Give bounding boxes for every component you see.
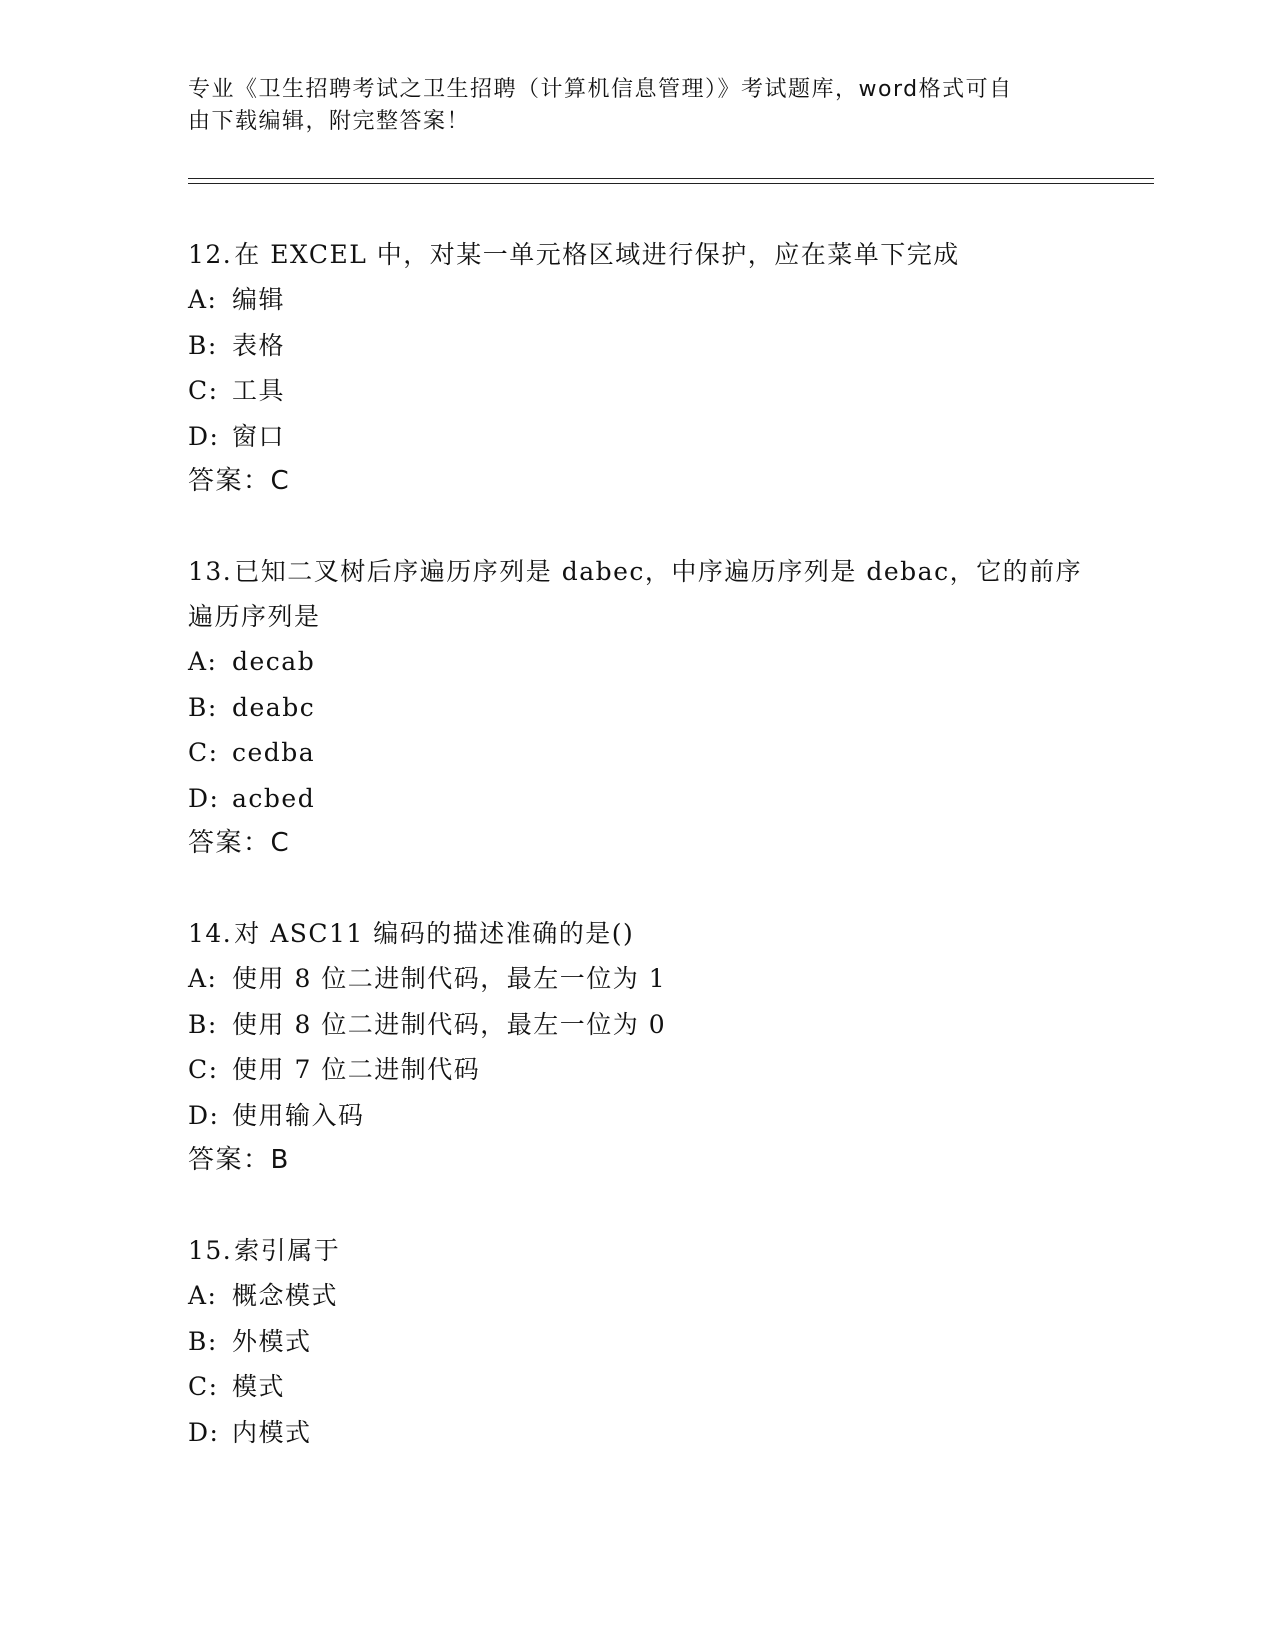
option-letter: B:: [188, 1326, 218, 1356]
option-text: 使用输入码: [232, 1100, 365, 1130]
option-text: decab: [232, 647, 316, 676]
option-b: [188, 1319, 1088, 1365]
option-b: [188, 685, 1088, 731]
question-body: 对 ASC11 编码的描述准确的是(): [234, 919, 635, 948]
option-a: [188, 956, 1088, 1002]
header-line-2: 由下载编辑，附完整答案！: [188, 109, 471, 134]
option-d: [188, 414, 1088, 460]
option-letter: C:: [188, 1372, 219, 1401]
option-text: 使用 8 位二进制代码，最左一位为 0: [232, 1009, 667, 1039]
option-letter: B:: [188, 330, 218, 360]
option-c: [188, 1364, 1088, 1410]
question-14: [188, 911, 1088, 1183]
document-header: [188, 74, 1088, 138]
option-text: 表格: [232, 330, 286, 360]
question-number: 14.: [188, 919, 233, 948]
option-text: 模式: [232, 1372, 286, 1401]
question-text: [188, 549, 1088, 639]
question-number: 12.: [188, 240, 233, 269]
option-letter: C:: [188, 738, 219, 767]
header-divider-bottom: [188, 183, 1154, 184]
option-b: [188, 323, 1088, 369]
question-body: 已知二叉树后序遍历序列是 dabec，中序遍历序列是 debac，它的前序遍历序列是: [188, 557, 1083, 631]
question-number: 13.: [188, 557, 233, 586]
option-c: [188, 1047, 1088, 1093]
answer-line: 答案：C: [188, 828, 291, 858]
option-a: [188, 277, 1088, 323]
option-d: [188, 776, 1088, 822]
option-letter: D:: [188, 1417, 220, 1447]
option-c: [188, 368, 1088, 414]
answer-line: 答案：C: [188, 466, 291, 496]
header-divider-top: [188, 178, 1154, 179]
option-text: 编辑: [232, 285, 286, 314]
option-letter: A:: [188, 964, 218, 993]
option-letter: B:: [188, 692, 218, 722]
option-text: acbed: [232, 783, 316, 813]
option-c: [188, 730, 1088, 776]
option-text: deabc: [232, 692, 316, 722]
option-text: 使用 7 位二进制代码: [232, 1055, 481, 1084]
option-a: [188, 639, 1088, 685]
question-text: [188, 1228, 1088, 1273]
question-13: [188, 549, 1088, 866]
option-text: 使用 8 位二进制代码，最左一位为 1: [232, 964, 667, 993]
option-letter: D:: [188, 783, 220, 813]
option-letter: A:: [188, 647, 218, 676]
option-letter: A:: [188, 1281, 218, 1310]
option-text: cedba: [232, 738, 316, 767]
question-body: 索引属于: [234, 1236, 341, 1265]
question-text: [188, 911, 1088, 956]
option-a: [188, 1273, 1088, 1319]
option-text: 工具: [232, 376, 286, 405]
option-letter: C:: [188, 1055, 219, 1084]
option-letter: A:: [188, 285, 218, 314]
option-letter: D:: [188, 1100, 220, 1130]
option-text: 窗口: [232, 421, 286, 451]
option-b: [188, 1002, 1088, 1048]
option-letter: C:: [188, 376, 219, 405]
option-letter: B:: [188, 1009, 218, 1039]
option-letter: D:: [188, 421, 220, 451]
question-body: 在 EXCEL 中，对某一单元格区域进行保护，应在菜单下完成: [234, 240, 960, 269]
question-list: [188, 232, 1088, 1500]
question-12: [188, 232, 1088, 504]
header-line-1: 专业《卫生招聘考试之卫生招聘（计算机信息管理）》考试题库，word格式可自: [188, 77, 1013, 102]
option-text: 概念模式: [232, 1281, 339, 1310]
question-15: [188, 1228, 1088, 1455]
question-text: [188, 232, 1088, 277]
answer-line: 答案：B: [188, 1145, 290, 1175]
option-text: 内模式: [232, 1417, 312, 1447]
question-number: 15.: [188, 1236, 233, 1265]
option-text: 外模式: [232, 1326, 312, 1356]
option-d: [188, 1410, 1088, 1456]
option-d: [188, 1093, 1088, 1139]
